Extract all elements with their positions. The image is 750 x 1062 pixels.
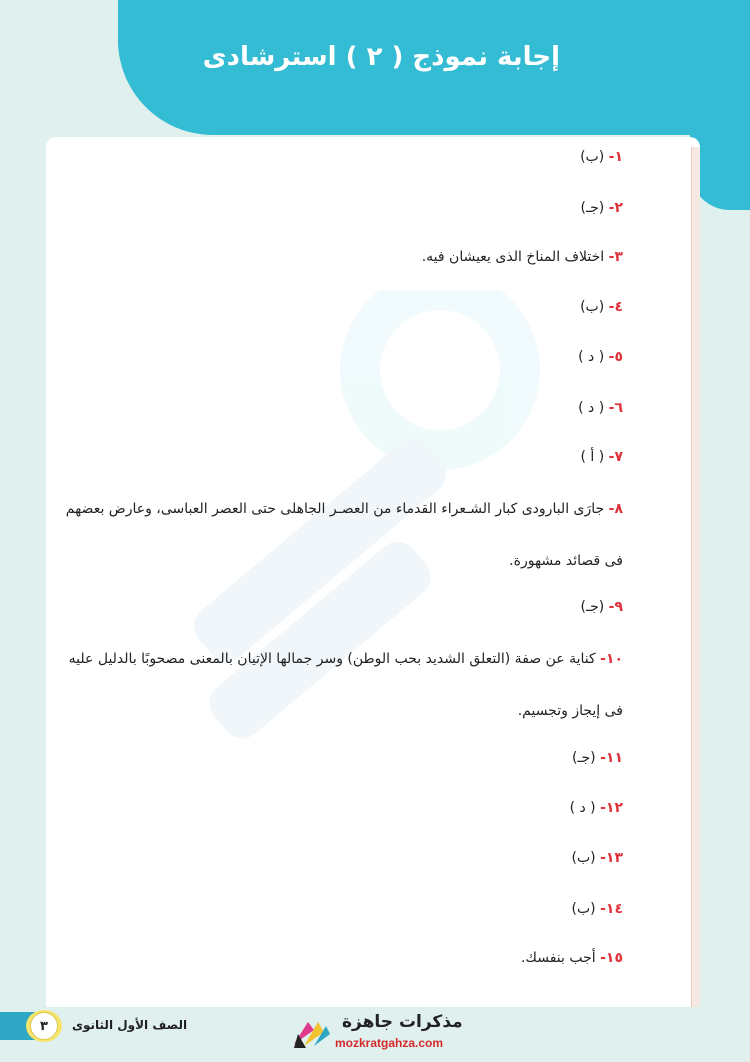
answer-item	[521, 951, 623, 965]
answer-item	[53, 483, 623, 587]
answer-item	[580, 150, 623, 164]
answer-item	[572, 902, 623, 916]
answer-item	[578, 401, 623, 415]
answer-item	[572, 751, 623, 765]
answer-text: أجب بنفسك.	[520, 950, 596, 966]
answer-text: ( د )	[569, 800, 596, 816]
answer-text: (جـ)	[580, 200, 605, 216]
answer-item	[572, 851, 623, 865]
answer-item	[581, 600, 624, 614]
answer-item	[422, 250, 623, 264]
answer-text: (جـ)	[580, 599, 605, 615]
answer-text: ( د )	[578, 349, 605, 365]
answer-number: ٥-	[608, 349, 623, 365]
brand-logo-text: مذكرات جاهزة	[342, 1012, 463, 1032]
answer-text: (ب)	[580, 149, 605, 165]
answer-number: ٨-	[608, 501, 623, 517]
answer-number: ١٤-	[600, 901, 623, 917]
answer-number: ١١-	[600, 750, 623, 766]
brand-logo-icon	[290, 1014, 332, 1050]
answer-number: ٧-	[608, 449, 623, 465]
answer-text: كناية عن صفة (التعلق الشديد بحب الوطن) وسر جمالها الإتيان بالمعنى مصحوبًا بالدليل عليه فى إيجاز وتجسيم.	[68, 651, 623, 719]
page-number-badge	[26, 1010, 62, 1042]
answer-number: ٩-	[608, 599, 623, 615]
card-edge	[691, 147, 700, 1007]
answer-text: ( أ )	[580, 449, 605, 465]
answer-number: ١-	[608, 149, 623, 165]
page-title: إجابة نموذج ( ٢ ) استرشادى	[202, 42, 560, 72]
answer-text: جارَى البارودى كبار الشـعراء القدماء من العصـر الجاهلى حتى العصر العباسى، وعارض بعضهم فى قصائد مشهورة.	[65, 501, 623, 569]
answer-list	[50, 0, 623, 1000]
answer-text: (جـ)	[571, 750, 596, 766]
grade-label: الصف الأول الثانوى	[72, 1018, 188, 1032]
answer-item	[570, 801, 623, 815]
answer-item	[580, 450, 623, 464]
answer-number: ٦-	[608, 400, 623, 416]
answer-item	[53, 633, 623, 737]
answer-item	[581, 201, 624, 215]
answer-item	[578, 350, 623, 364]
page-number: ٣	[30, 1012, 58, 1040]
answer-number: ١٥-	[600, 950, 623, 966]
answer-number: ٤-	[608, 299, 623, 315]
brand-url[interactable]: mozkratgahza.com	[335, 1036, 444, 1050]
answer-number: ١٢-	[600, 800, 623, 816]
answer-number: ١٣-	[600, 850, 623, 866]
answer-text: ( د )	[578, 400, 605, 416]
answer-number: ٢-	[608, 200, 623, 216]
answer-text: اختلاف المناخ الذى يعيشان فيه.	[421, 249, 605, 265]
answer-text: (ب)	[580, 299, 605, 315]
answer-text: (ب)	[571, 901, 596, 917]
answer-number: ١٠-	[600, 651, 623, 667]
answer-number: ٣-	[608, 249, 623, 265]
answer-text: (ب)	[571, 850, 596, 866]
answer-item	[580, 300, 623, 314]
